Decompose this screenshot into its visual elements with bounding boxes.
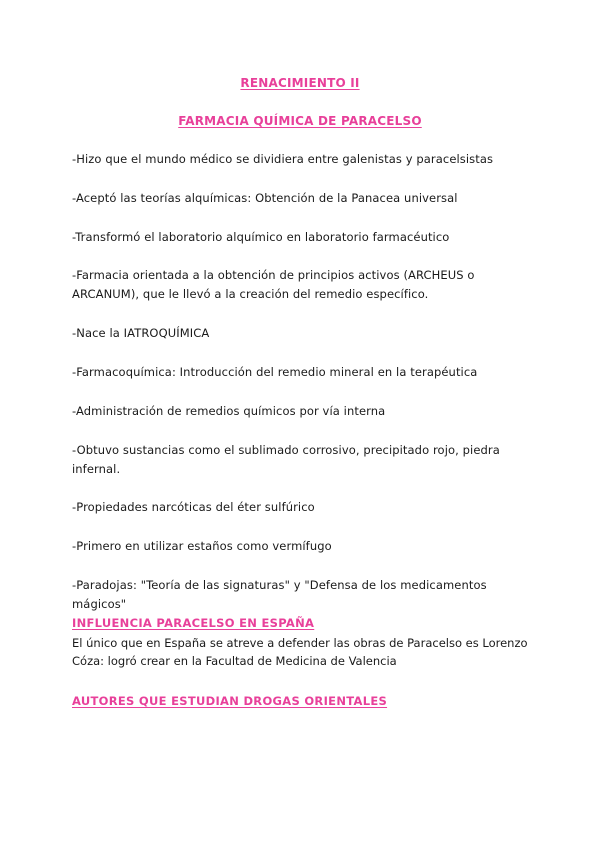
- document-title: RENACIMIENTO II: [240, 76, 360, 90]
- list-item: -Hizo que el mundo médico se dividiera entre galenistas y paracelsistas: [72, 152, 494, 166]
- list-item: -Propiedades narcóticas del éter sulfúrico: [72, 500, 315, 514]
- list-item: -Aceptó las teorías alquímicas: Obtención de la Panacea universal: [72, 191, 458, 205]
- list-item: -Farmacoquímica: Introducción del remedio mineral en la terapéutica: [72, 365, 478, 379]
- list-item: -Nace la IATROQUÍMICA: [72, 326, 210, 340]
- list-item: -Primero en utilizar estaños como vermífugo: [72, 539, 332, 553]
- list-item: -Transformó el laboratorio alquímico en laboratorio farmacéutico: [72, 230, 450, 244]
- list-item: -Paradojas: "Teoría de las signaturas" y "Defensa de los medicamentos mágicos": [72, 578, 487, 611]
- section-title-influencia: INFLUENCIA PARACELSO EN ESPAÑA: [72, 616, 315, 630]
- list-item: -Administración de remedios químicos por vía interna: [72, 404, 386, 418]
- document-subtitle: FARMACIA QUÍMICA DE PARACELSO: [178, 114, 422, 128]
- section-title-autores: AUTORES QUE ESTUDIAN DROGAS ORIENTALES: [72, 694, 388, 708]
- list-item: -Obtuvo sustancias como el sublimado corrosivo, precipitado rojo, piedra infernal.: [72, 443, 500, 476]
- section-text-influencia: El único que en España se atreve a defender las obras de Paracelso es Lorenzo Cóza: logró crear en la Facultad de Medicina de Valencia: [72, 636, 528, 668]
- list-item: -Farmacia orientada a la obtención de principios activos (ARCHEUS o ARCANUM), que le llevó a la creación del remedio específico.: [72, 268, 475, 301]
